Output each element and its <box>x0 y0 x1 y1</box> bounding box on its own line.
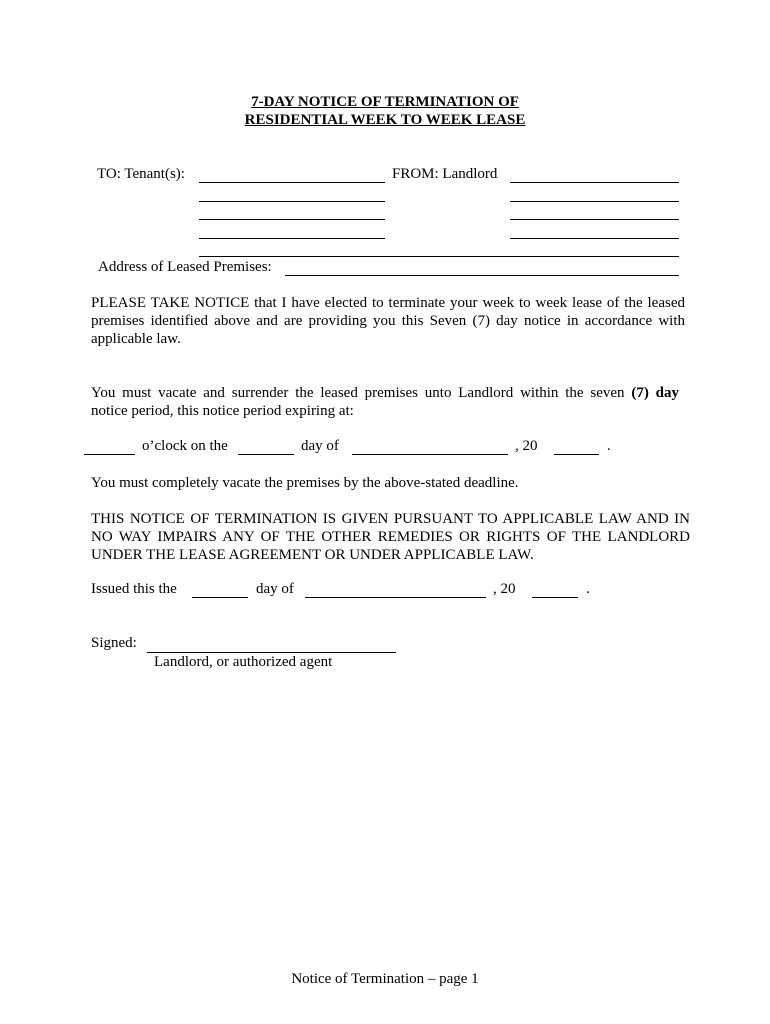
tenant-name-line-3[interactable] <box>199 219 385 220</box>
landlord-name-line-2[interactable] <box>510 201 679 202</box>
expiry-day-blank[interactable] <box>238 454 294 455</box>
issued-period: . <box>586 581 590 597</box>
address-line[interactable] <box>285 275 679 276</box>
notice-line-2: premises identified above and are providing you this Seven (7) day notice in accordance with <box>91 313 685 329</box>
address-label: Address of Leased Premises: <box>98 259 272 275</box>
address-line-upper[interactable] <box>199 256 679 257</box>
signature-line[interactable] <box>147 652 396 653</box>
issued-month-blank[interactable] <box>305 597 486 598</box>
deadline-text: You must completely vacate the premises by the above-stated deadline. <box>91 475 519 491</box>
document-title-line2: RESIDENTIAL WEEK TO WEEK LEASE <box>244 112 526 128</box>
issued-year-text: , 20 <box>493 581 516 597</box>
document-title-line1: 7-DAY NOTICE OF TERMINATION OF <box>251 94 519 110</box>
tenant-name-line-2[interactable] <box>199 201 385 202</box>
issued-day-of-text: day of <box>256 581 294 597</box>
tenant-name-line-4[interactable] <box>199 238 385 239</box>
vacate-paragraph <box>91 384 679 420</box>
notice-line-1: PLEASE TAKE NOTICE that I have elected to terminate your week to week lease of the leased <box>91 295 685 311</box>
expiry-oclock-text: o’clock on the <box>142 438 228 454</box>
expiry-month-blank[interactable] <box>352 454 508 455</box>
vacate-line-1 <box>91 384 679 402</box>
notice-line-3: applicable law. <box>91 331 181 347</box>
expiry-day-of-text: day of <box>301 438 339 454</box>
signature-caption: Landlord, or authorized agent <box>154 654 333 670</box>
vacate-line-1-bold: (7) day <box>631 385 679 401</box>
to-tenants-label: TO: Tenant(s): <box>97 166 185 182</box>
page-footer: Notice of Termination – page 1 <box>291 971 479 987</box>
legal-line-2: NO WAY IMPAIRS ANY OF THE OTHER REMEDIES OR RIGHTS OF THE LANDLORD <box>91 529 690 545</box>
vacate-line-2: notice period, this notice period expiring at: <box>91 403 354 419</box>
expiry-period: . <box>607 438 611 454</box>
tenant-name-line-1[interactable] <box>199 182 385 183</box>
from-landlord-label: FROM: Landlord <box>392 166 498 182</box>
signed-label: Signed: <box>91 635 137 651</box>
vacate-line-1-text: You must vacate and surrender the leased premises unto Landlord within the seven <box>91 385 625 401</box>
expiry-hour-blank[interactable] <box>84 454 135 455</box>
issued-year-blank[interactable] <box>532 597 578 598</box>
expiry-year-blank[interactable] <box>554 454 599 455</box>
landlord-name-line-1[interactable] <box>510 182 679 183</box>
landlord-name-line-3[interactable] <box>510 219 679 220</box>
landlord-name-line-4[interactable] <box>510 238 679 239</box>
legal-line-1: THIS NOTICE OF TERMINATION IS GIVEN PURSUANT TO APPLICABLE LAW AND IN <box>91 511 690 527</box>
notice-paragraph <box>91 294 685 348</box>
issued-day-blank[interactable] <box>192 597 248 598</box>
expiry-year-text: , 20 <box>515 438 538 454</box>
legal-line-3: UNDER THE LEASE AGREEMENT OR UNDER APPLICABLE LAW. <box>91 547 534 563</box>
issued-label: Issued this the <box>91 581 177 597</box>
legal-paragraph <box>91 510 690 564</box>
